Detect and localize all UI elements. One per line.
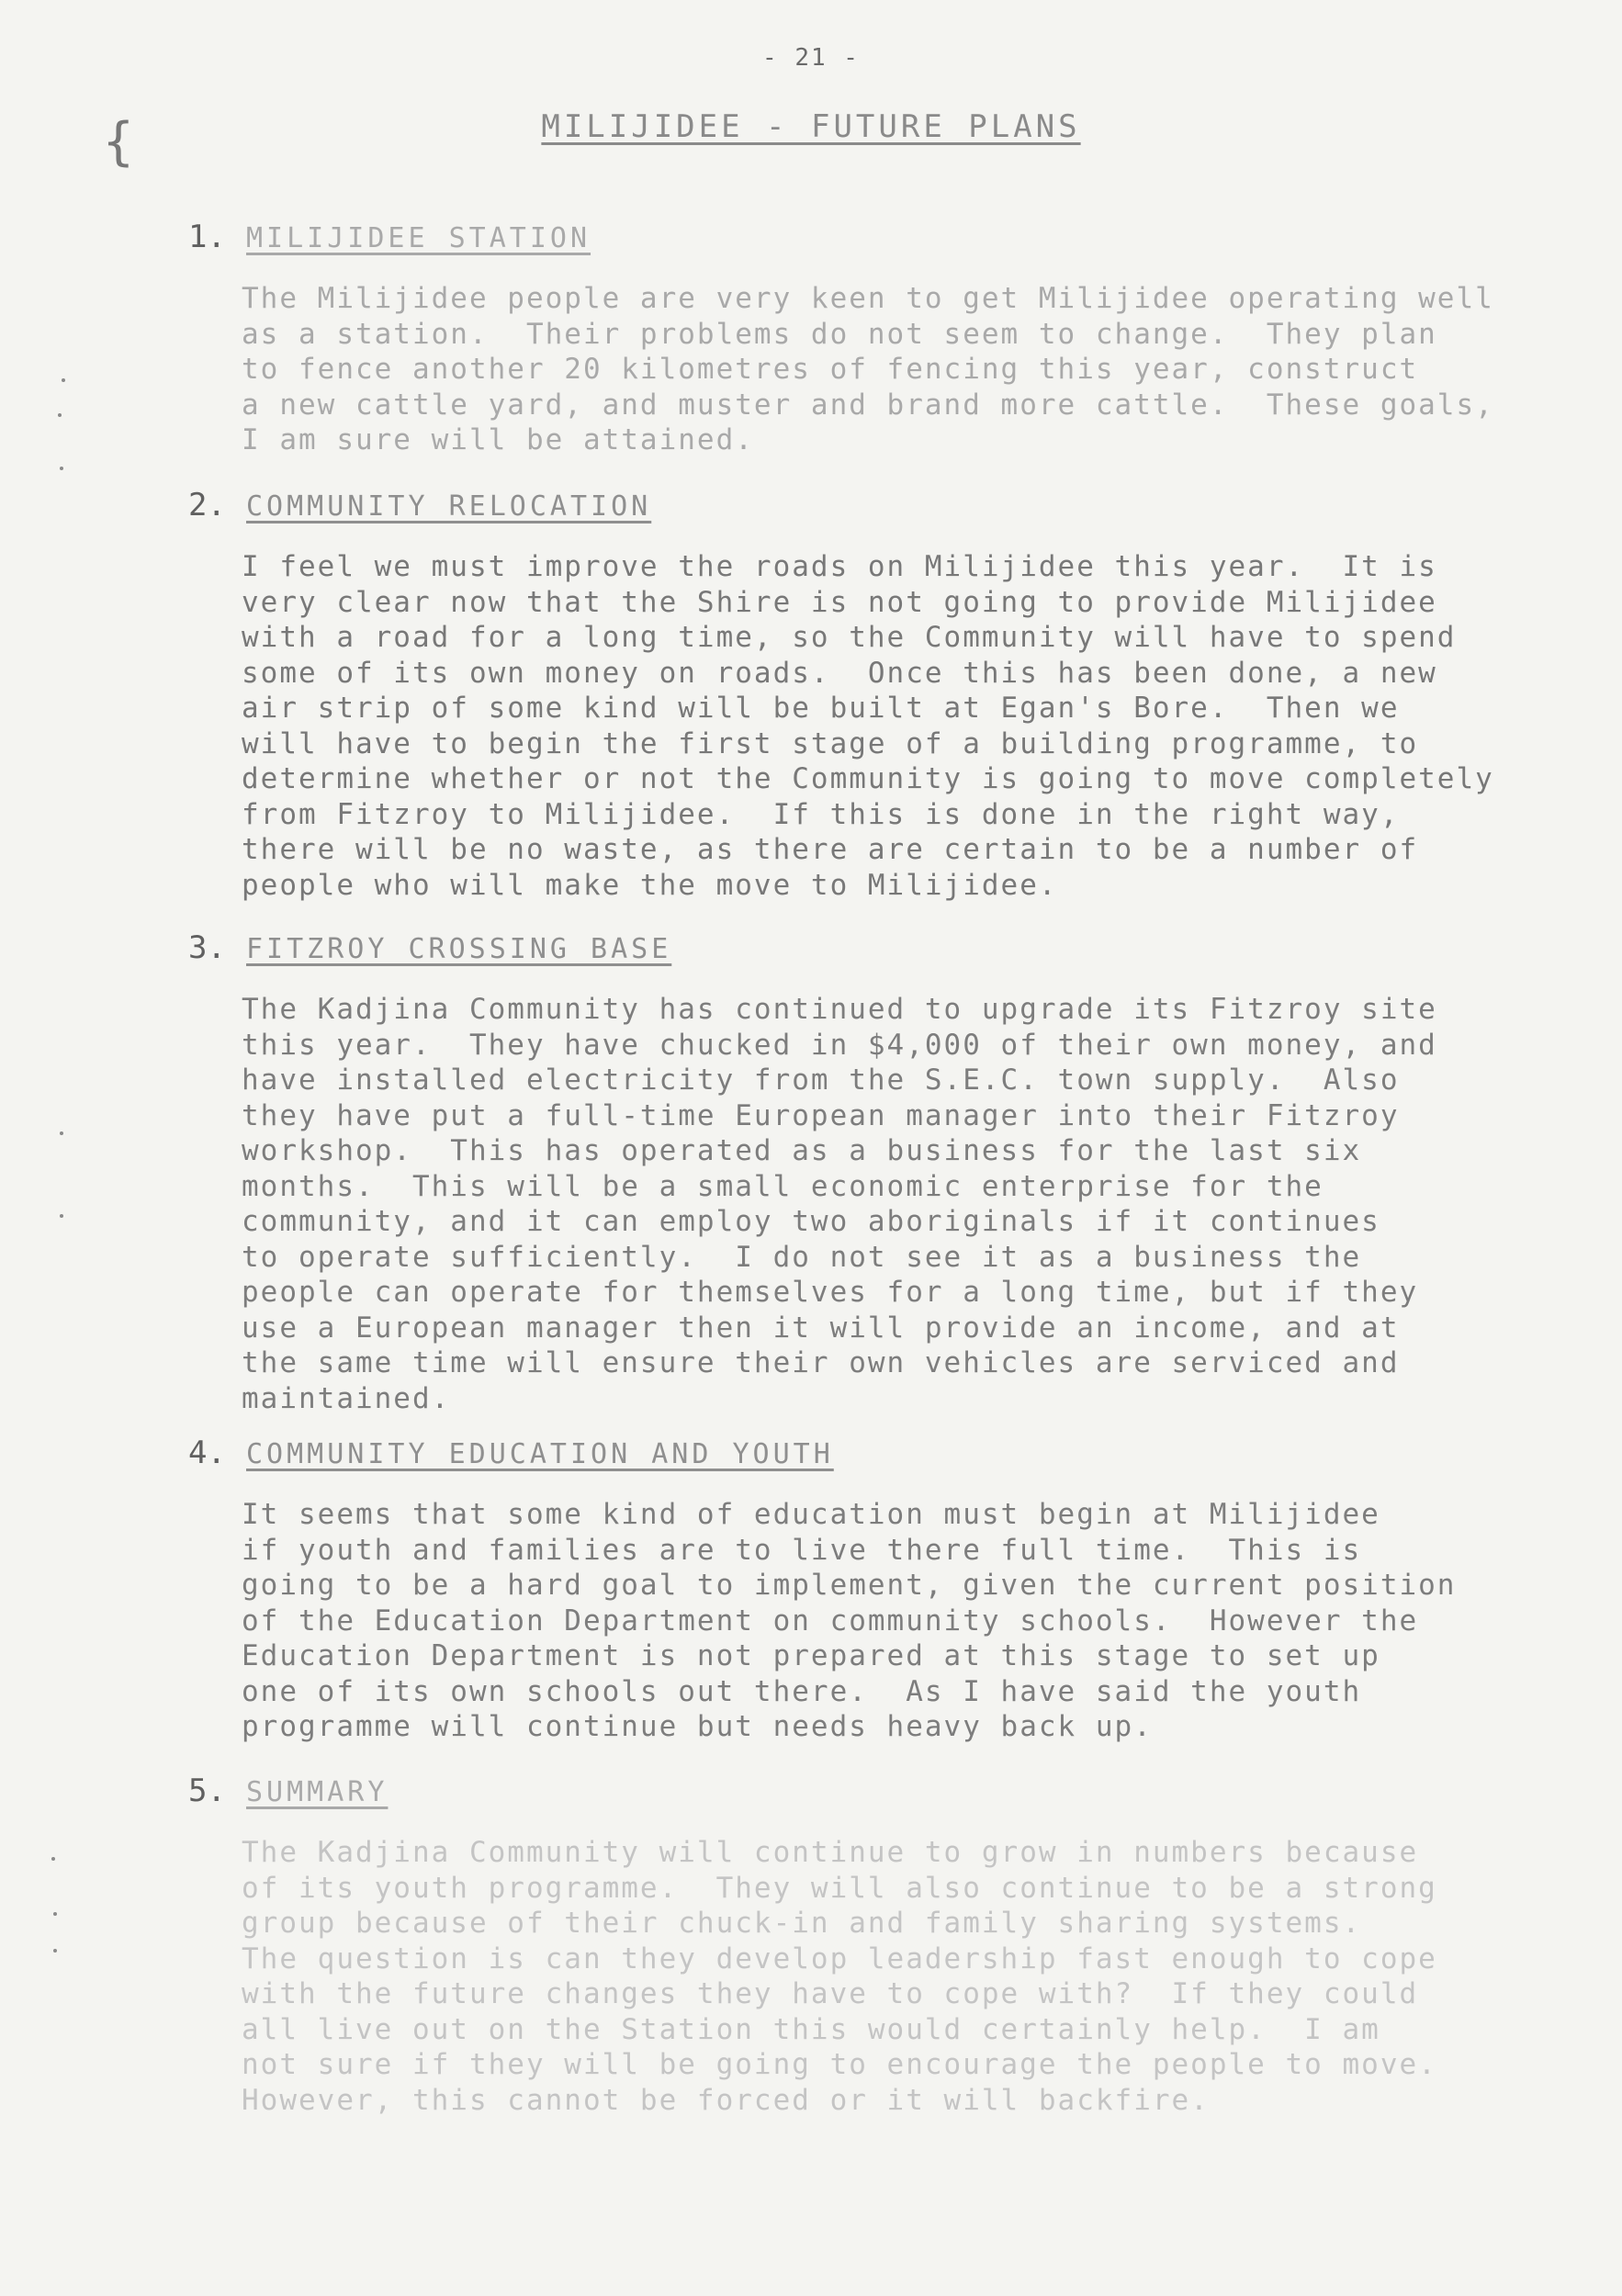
section-3: [188, 929, 1603, 1416]
section-heading: [188, 1773, 1603, 1818]
section-body: The Milijidee people are very keen to get Milijidee operating well as a station. Their problems do not seem to change. They plan to fence another 20 kilometres of fencing this year, construct a new cattle yard, and muster and brand more cattle. These goals, I am sure will be attained.: [242, 282, 1494, 456]
section-heading: [188, 219, 1603, 264]
section-body: The Kadjina Community has continued to upgrade its Fitzroy site this year. They have chucked in $4,000 of their own money, and have installed electricity from the S.E.C. town supply. Also they have put a full-time European manager into their Fitzroy workshop. This has operated as a business for the last six months. This will be a small economic enterprise for the community, and it can employ two aboriginals if it continues to operate sufficiently. I do not see it as a business the people can operate for themselves for a long time, but if they use a European manager then it will provide an income, and at the same time will ensure their own vehicles are serviced and maintained.: [242, 993, 1437, 1415]
margin-speck: [60, 1131, 63, 1135]
margin-speck: [53, 1912, 57, 1916]
section-4: [188, 1435, 1603, 1745]
section-1: [188, 219, 1603, 458]
page-number: - 21 -: [762, 44, 860, 72]
section-number: 4.: [188, 1435, 226, 1471]
section-heading: [188, 1435, 1603, 1480]
section-body: I feel we must improve the roads on Milijidee this year. It is very clear now that the Shire is not going to provide Milijidee with a road for a long time, so the Community will have to spend some of its own money on roads. Once this has been done, a new air strip of some kind will be built at Egan's Bore. Then we will have to begin the first stage of a building programme, to determine whether or not the Community is going to move completely from Fitzroy to Milijidee. If this is done in the right way, there will be no waste, as there are certain to be a number of people who will make the move to Milijidee.: [242, 550, 1494, 902]
margin-bracket-mark: {: [103, 112, 134, 172]
section-title: COMMUNITY EDUCATION AND YOUTH: [246, 1438, 834, 1470]
section-title: COMMUNITY RELOCATION: [246, 490, 652, 523]
section-body: It seems that some kind of education must begin at Milijidee if youth and families are to live there full time. This is going to be a hard goal to implement, given the current position of the Education Department on community schools. However the Education Department is not prepared at this stage to set up one of its own schools out there. As I have said the youth programme will continue but needs heavy back up.: [242, 1498, 1457, 1743]
margin-speck: [51, 1857, 55, 1861]
section-number: 2.: [188, 487, 226, 523]
section-5: [188, 1773, 1603, 2118]
margin-speck: [62, 378, 65, 382]
section-heading: [188, 487, 1603, 533]
margin-speck: [60, 1214, 63, 1218]
section-number: 3.: [188, 929, 226, 966]
page-title: MILIJIDEE - FUTURE PLANS: [541, 108, 1081, 145]
section-title: FITZROY CROSSING BASE: [246, 933, 672, 965]
margin-speck: [53, 1949, 57, 1953]
section-number: 5.: [188, 1773, 226, 1809]
section-number: 1.: [188, 219, 226, 255]
section-body: The Kadjina Community will continue to grow in numbers because of its youth programme. They will also continue to be a strong group because of their chuck-in and family sharing systems. The question is can they develop leadership fast enough to cope with the future changes they have to cope with? If they could all live out on the Station this would certainly help. I am not sure if they will be going to encourage the people to move. However, this cannot be forced or it will backfire.: [242, 1836, 1437, 2117]
section-heading: [188, 929, 1603, 975]
margin-speck: [60, 467, 63, 470]
section-title: MILIJIDEE STATION: [246, 222, 591, 254]
section-title: SUMMARY: [246, 1776, 389, 1808]
margin-speck: [58, 413, 62, 417]
section-2: [188, 487, 1603, 903]
